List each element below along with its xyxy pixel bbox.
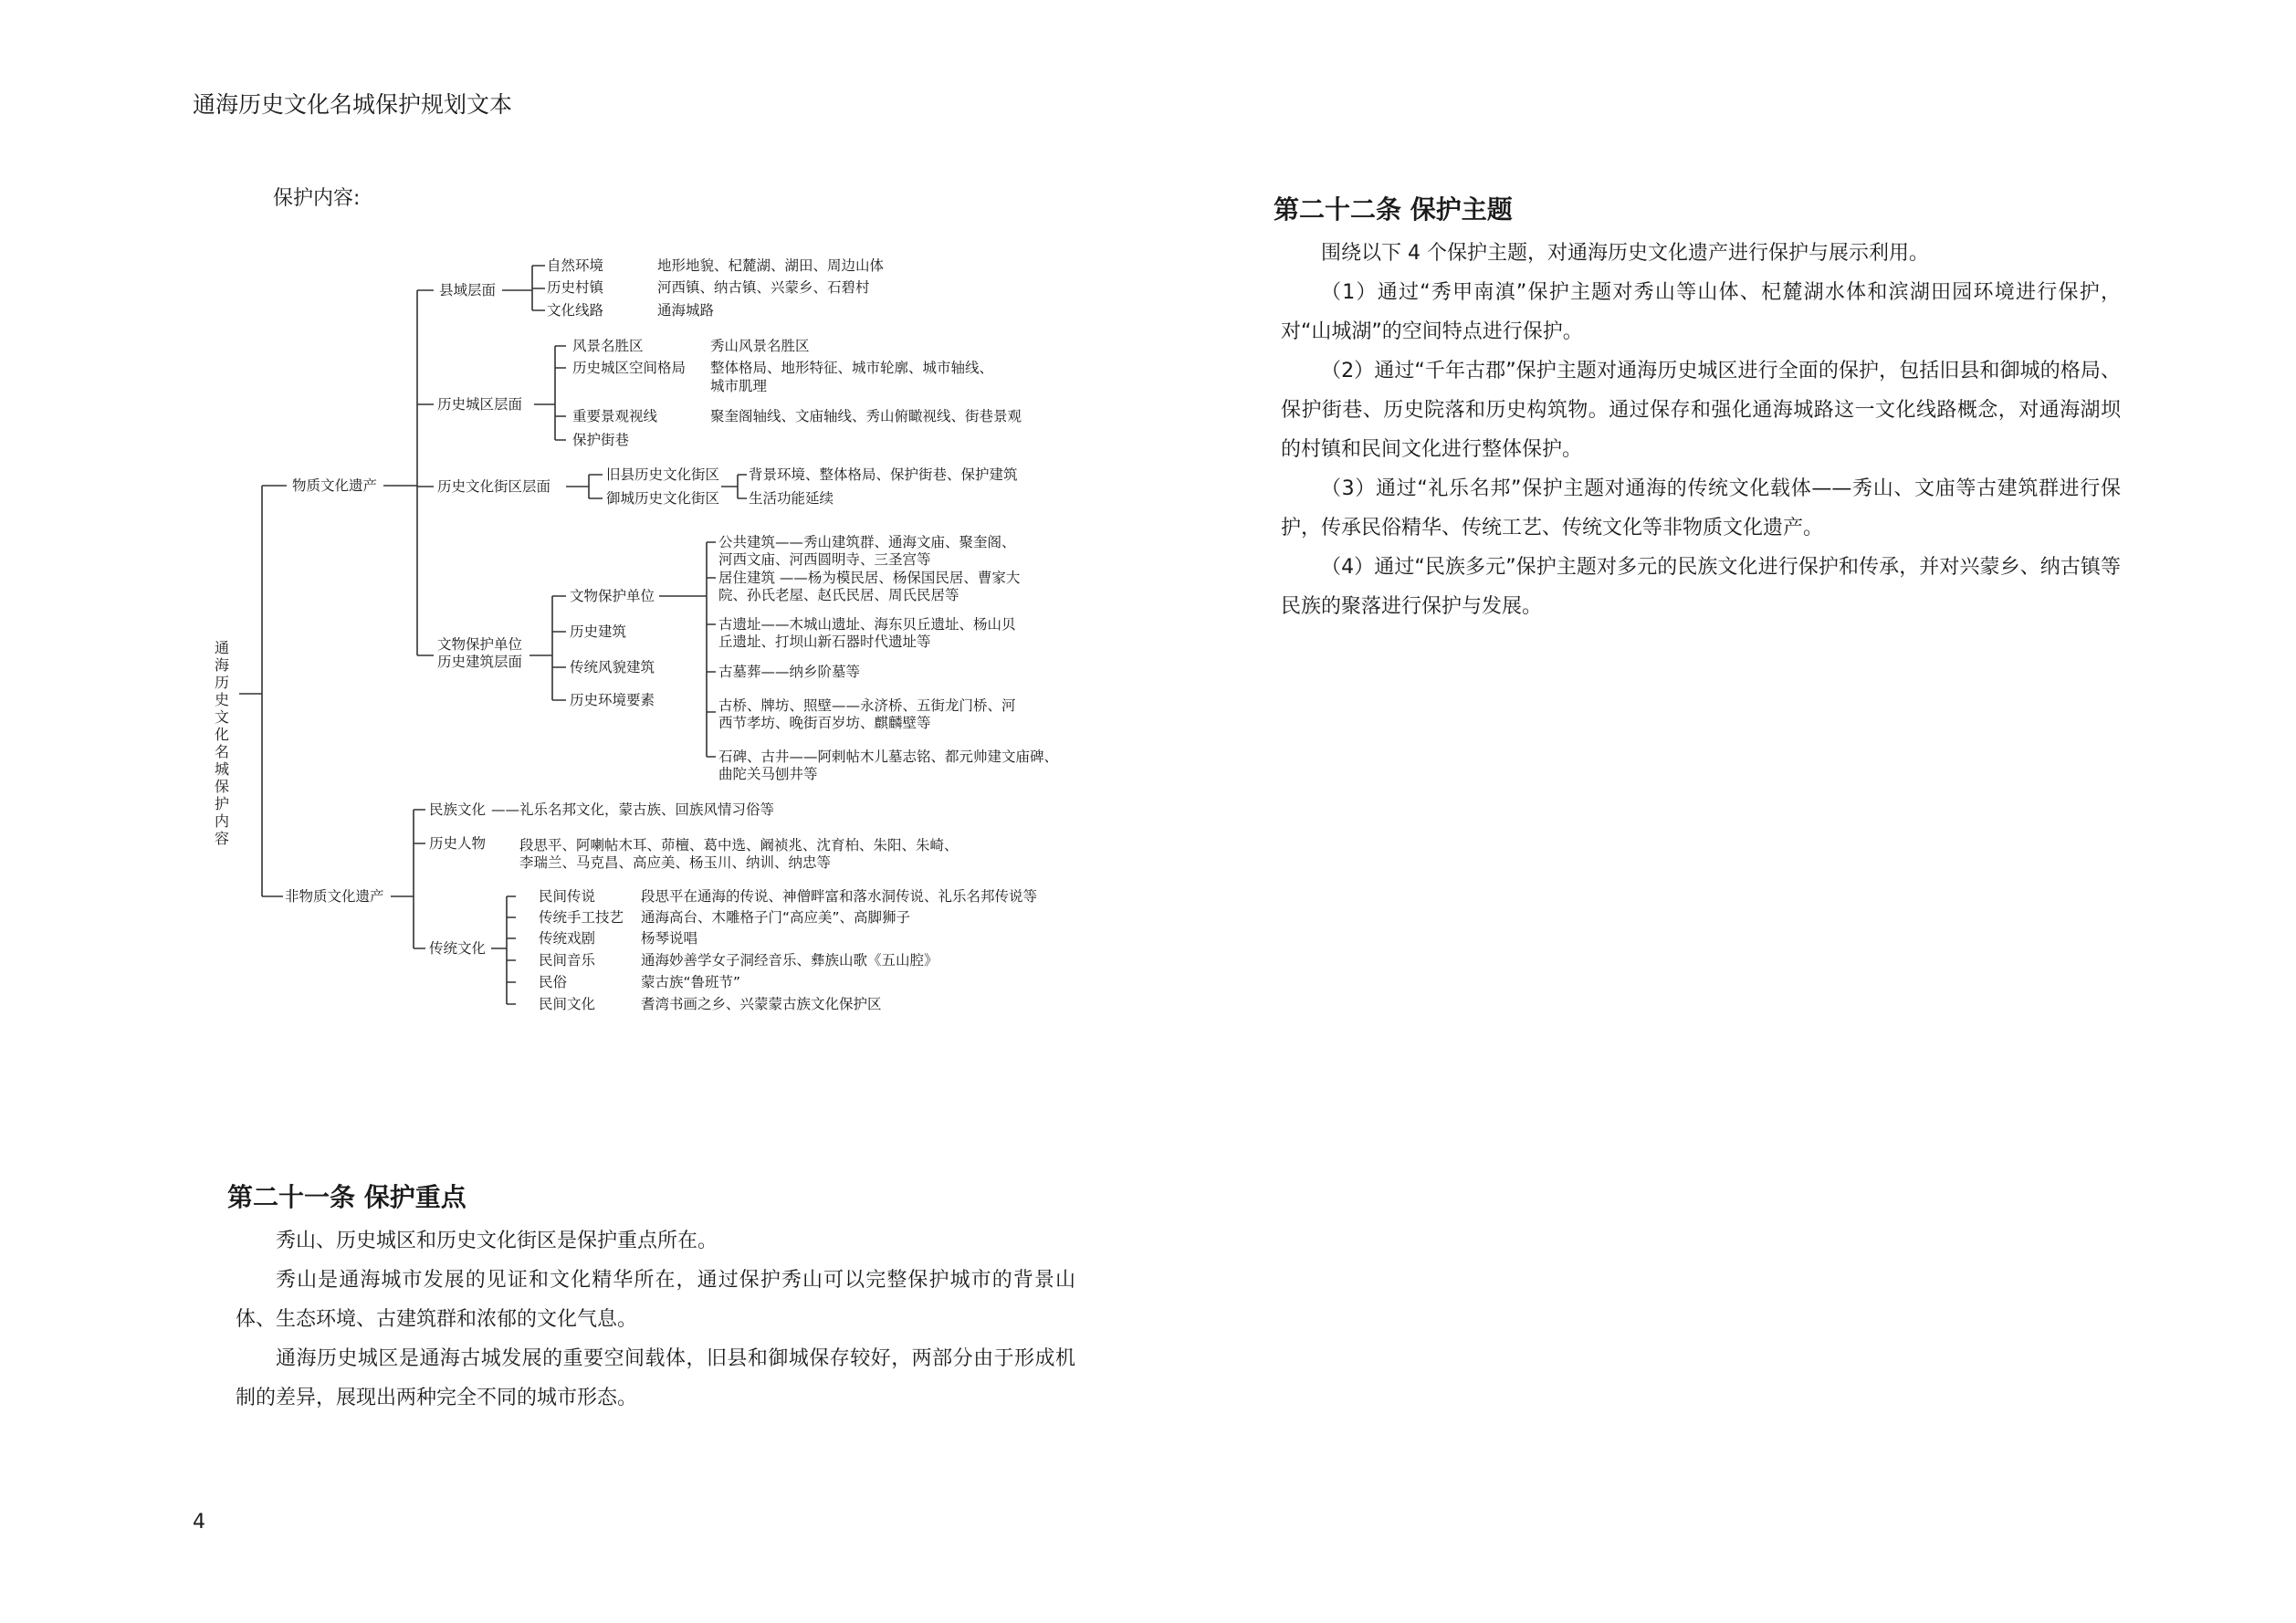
article-22-para-1: 围绕以下 4 个保护主题，对通海历史文化遗产进行保护与展示利用。 bbox=[1321, 242, 1929, 265]
detail-historic-figures: 段思平、阿喇帖木耳、茆檀、葛中选、阚祯兆、沈育柏、朱阳、朱崎、 bbox=[519, 837, 959, 853]
item-bridges: 古桥、牌坊、照壁——永济桥、五街龙门桥、河 bbox=[718, 697, 1016, 714]
detail-folk-legends: 段思平在通海的传说、神僧畔富和落水洞传说、礼乐名邦传说等 bbox=[641, 888, 1038, 905]
ethnic-dash: —— bbox=[491, 801, 519, 818]
node-spatial-pattern: 历史城区空间格局 bbox=[572, 360, 687, 376]
node-env-elements: 历史环境要素 bbox=[570, 692, 655, 708]
node-folk-legends: 民间传说 bbox=[539, 888, 596, 905]
node-traditional-buildings: 传统风貌建筑 bbox=[570, 659, 655, 675]
node-city-level: 历史城区层面 bbox=[437, 396, 523, 413]
node-old-county-district: 旧县历史文化街区 bbox=[606, 466, 720, 483]
node-intangible-heritage: 非物质文化遗产 bbox=[285, 888, 384, 905]
node-traditional-culture: 传统文化 bbox=[429, 940, 487, 957]
node-district-level: 历史文化街区层面 bbox=[437, 478, 551, 495]
node-folk-music: 民间音乐 bbox=[539, 952, 596, 969]
node-units-level-2: 历史建筑层面 bbox=[437, 654, 523, 670]
item-tombs: 古墓葬——纳乡阶墓等 bbox=[718, 664, 861, 680]
detail-cultural-route: 通海城路 bbox=[657, 302, 715, 319]
running-header: 通海历史文化名城保护规划文本 bbox=[193, 91, 513, 118]
item-ancient-sites: 古遗址——木城山遗址、海东贝丘遗址、杨山贝 bbox=[718, 616, 1016, 633]
detail-folk-music: 通海妙善学女子洞经音乐、彝族山歌《五山腔》 bbox=[641, 952, 938, 969]
item-public-buildings-2: 河西文庙、河西圆明寺、三圣宫等 bbox=[718, 551, 931, 568]
node-natural-env: 自然环境 bbox=[547, 257, 604, 274]
item-steles: 石碑、古井——阿剌帖木儿墓志铭、都元帅建文庙碑、 bbox=[718, 749, 1059, 765]
diagram-intro-label: 保护内容: bbox=[273, 187, 361, 210]
detail-natural-env: 地形地貌、杞麓湖、湖田、周边山体 bbox=[657, 257, 885, 274]
node-historic-towns: 历史村镇 bbox=[547, 279, 604, 296]
node-sightlines: 重要景观视线 bbox=[572, 408, 658, 424]
node-folk-custom: 民俗 bbox=[539, 974, 568, 990]
node-handicrafts: 传统手工技艺 bbox=[539, 909, 624, 926]
detail-district-1: 背景环境、整体格局、保护街巷、保护建筑 bbox=[749, 466, 1018, 483]
detail-spatial-pattern-2: 城市肌理 bbox=[710, 378, 768, 394]
detail-spatial-pattern: 整体格局、地形特征、城市轮廓、城市轴线、 bbox=[710, 360, 994, 376]
item-steles-2: 曲陀关马刨井等 bbox=[718, 766, 818, 782]
node-ethnic-culture: 民族文化 bbox=[429, 801, 487, 818]
detail-opera: 杨琴说唱 bbox=[641, 930, 698, 947]
diagram-root-label: 通 海 历 史 文 化 名 城 保 护 内 容 bbox=[214, 639, 229, 847]
detail-sightlines: 聚奎阁轴线、文庙轴线、秀山俯瞰视线、街巷景观 bbox=[710, 408, 1022, 424]
node-protected-streets: 保护街巷 bbox=[572, 432, 630, 448]
article-21-para-1: 秀山、历史城区和历史文化街区是保护重点所在。 bbox=[276, 1230, 718, 1252]
article-22-para-2: （1）通过“秀甲南滇”保护主题对秀山等山体、杞麓湖水体和滨湖田园环境进行保护，对“山城湖”的空间特点进行保护。 bbox=[1281, 281, 2121, 343]
article-21-title: 第二十一条 保护重点 bbox=[227, 1182, 467, 1212]
detail-folk-custom: 蒙古族“鲁班节” bbox=[641, 974, 741, 990]
item-residences: 居住建筑 ——杨为模民居、杨保国民居、曹家大 bbox=[718, 570, 1021, 586]
article-21-para-3: 通海历史城区是通海古城发展的重要空间载体，旧县和御城保存较好，两部分由于形成机制的差异，展现出两种完全不同的城市形态。 bbox=[236, 1347, 1075, 1409]
detail-handicrafts: 通海高台、木雕格子门“高应美”、高脚狮子 bbox=[641, 909, 911, 926]
node-yucheng-district: 御城历史文化街区 bbox=[606, 490, 720, 507]
detail-district-2: 生活功能延续 bbox=[749, 490, 834, 507]
node-folk-culture: 民间文化 bbox=[539, 996, 596, 1012]
detail-historic-figures-2: 李瑞兰、马克昌、高应美、杨玉川、纳训、纳忠等 bbox=[519, 854, 832, 871]
item-bridges-2: 西节孝坊、晚街百岁坊、麒麟壁等 bbox=[718, 715, 931, 731]
node-units-level: 文物保护单位 bbox=[437, 636, 523, 653]
detail-scenic-area: 秀山风景名胜区 bbox=[710, 338, 810, 354]
page-number: 4 bbox=[193, 1511, 205, 1534]
node-historic-figures: 历史人物 bbox=[429, 835, 487, 852]
article-22-para-3: （2）通过“千年古郡”保护主题对通海历史城区进行全面的保护，包括旧县和御城的格局、保护街巷、历史院落和历史构筑物。通过保存和强化通海城路这一文化线路概念，对通海湖坝的村镇和民间文化进行整体保护。 bbox=[1281, 360, 2121, 461]
node-relic-units: 文物保护单位 bbox=[570, 588, 655, 604]
item-public-buildings: 公共建筑——秀山建筑群、通海文庙、聚奎阁、 bbox=[718, 534, 1016, 550]
article-22-title: 第二十二条 保护主题 bbox=[1274, 194, 1513, 225]
node-county-level: 县域层面 bbox=[439, 282, 497, 298]
node-historic-buildings: 历史建筑 bbox=[570, 623, 627, 640]
article-21-para-2: 秀山是通海城市发展的见证和文化精华所在，通过保护秀山可以完整保护城市的背景山体、生态环境、古建筑群和浓郁的文化气息。 bbox=[236, 1269, 1075, 1331]
detail-folk-culture: 耆湾书画之乡、兴蒙蒙古族文化保护区 bbox=[641, 996, 882, 1012]
detail-historic-towns: 河西镇、纳古镇、兴蒙乡、石碧村 bbox=[657, 279, 870, 296]
item-residences-2: 院、孙氏老屋、赵氏民居、周氏民居等 bbox=[718, 587, 959, 603]
item-ancient-sites-2: 丘遗址、打坝山新石器时代遗址等 bbox=[718, 633, 931, 650]
detail-ethnic-culture: 礼乐名邦文化，蒙古族、回族风情习俗等 bbox=[519, 801, 775, 818]
node-opera: 传统戏剧 bbox=[539, 930, 596, 947]
node-material-heritage: 物质文化遗产 bbox=[292, 477, 378, 494]
node-cultural-route: 文化线路 bbox=[547, 302, 604, 319]
node-scenic-area: 风景名胜区 bbox=[572, 338, 644, 354]
article-22-para-5: （4）通过“民族多元”保护主题对多元的民族文化进行保护和传承，并对兴蒙乡、纳古镇等民族的聚落进行保护与发展。 bbox=[1281, 556, 2121, 618]
article-22-para-4: （3）通过“礼乐名邦”保护主题对通海的传统文化载体——秀山、文庙等古建筑群进行保护，传承民俗精华、传统工艺、传统文化等非物质文化遗产。 bbox=[1281, 477, 2121, 539]
